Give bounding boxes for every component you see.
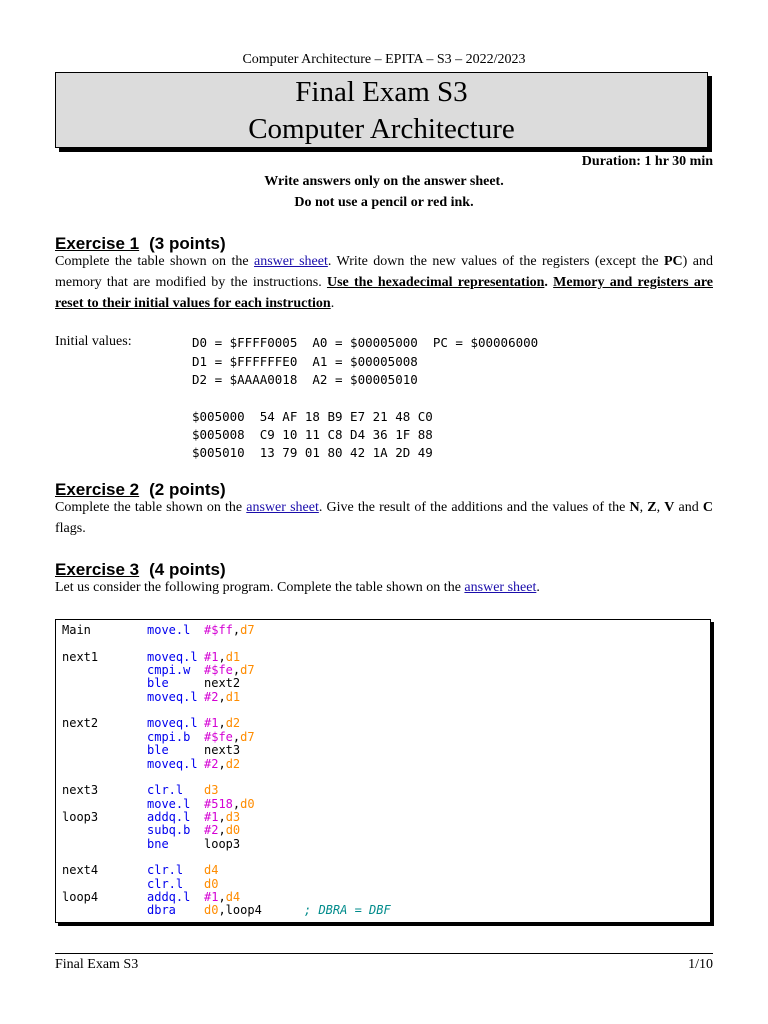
code-line — [56, 864, 710, 877]
text-span: . — [330, 296, 335, 311]
operand-imm: #2 — [204, 756, 219, 771]
operand-plain: , — [218, 890, 226, 904]
exercise-3-text — [55, 577, 713, 598]
code-operands — [204, 904, 262, 917]
memory-row: $005008 C9 10 11 C8 D4 36 1F 88 — [192, 427, 433, 442]
operand-reg: d7 — [240, 623, 255, 637]
code-opcode: clr.l — [147, 783, 184, 798]
exercise-1-points: (3 points) — [149, 234, 226, 253]
code-opcode: subq.b — [147, 823, 191, 838]
operand-plain: , — [232, 729, 241, 744]
text-span: Complete the table shown on the — [55, 500, 247, 515]
code-label: loop4 — [62, 890, 99, 904]
code-opcode: cmpi.w — [147, 663, 191, 678]
exercise-2-text — [55, 497, 713, 539]
operand-imm: #1 — [204, 809, 219, 824]
operand-imm: #1 — [204, 890, 219, 904]
exam-title: Final Exam S3 — [295, 76, 468, 108]
operand-plain: ,loop4 — [218, 903, 262, 918]
operand-reg: d3 — [204, 783, 219, 798]
code-line — [56, 798, 710, 811]
code-line — [56, 784, 710, 797]
exercise-3-points: (4 points) — [149, 560, 226, 579]
program-listing — [55, 619, 711, 923]
code-line — [56, 691, 710, 704]
text-span: . Give the result of the additions and the values of the — [318, 500, 630, 515]
code-opcode: ble — [147, 676, 169, 691]
operand-reg: d0 — [240, 796, 255, 811]
code-label: loop3 — [62, 809, 99, 824]
emphasis-reset: Memory and registers are reset to their initial values for each instruction — [55, 275, 713, 311]
code-operands — [204, 717, 240, 730]
operand-reg: d4 — [225, 890, 241, 904]
code-line — [56, 744, 710, 757]
duration: Duration: 1 hr 30 min — [581, 154, 713, 169]
memory-row: $005000 54 AF 18 B9 E7 21 48 C0 — [192, 409, 433, 424]
exam-subtitle: Computer Architecture — [248, 113, 515, 145]
code-line — [56, 637, 710, 650]
code-label: Main — [62, 623, 91, 637]
register-row: D2 = $AAAA0018 A2 = $00005010 — [192, 372, 418, 387]
page-number: 1/10 — [688, 957, 713, 972]
text-span: flags. — [55, 521, 86, 536]
operand-plain: , — [232, 663, 241, 678]
operand-plain: , — [218, 809, 226, 824]
operand-imm: #1 — [204, 649, 219, 664]
operand-imm: #1 — [204, 716, 219, 731]
operand-reg: d3 — [225, 809, 241, 824]
code-opcode: moveq.l — [147, 716, 198, 731]
exercise-2-number: Exercise 2 — [55, 480, 140, 499]
code-label: next4 — [62, 863, 99, 878]
code-operands — [204, 798, 255, 811]
code-opcode: move.l — [147, 623, 191, 637]
operand-reg: d0 — [204, 876, 219, 891]
code-operands — [204, 664, 255, 677]
code-opcode: addq.l — [147, 890, 191, 904]
operand-plain: , — [218, 716, 226, 731]
operand-plain: loop3 — [204, 836, 241, 851]
initial-values-label: Initial values: — [55, 334, 132, 349]
code-opcode: moveq.l — [147, 756, 198, 771]
operand-plain: next3 — [204, 743, 241, 758]
code-operands — [204, 691, 240, 704]
operand-plain: , — [218, 823, 226, 838]
code-line — [56, 771, 710, 784]
code-operands — [204, 731, 255, 744]
code-opcode: move.l — [147, 796, 191, 811]
text-span: , — [639, 500, 648, 515]
code-line — [56, 731, 710, 744]
operand-reg: d7 — [240, 663, 255, 678]
code-line — [56, 704, 710, 717]
code-opcode: ble — [147, 743, 169, 758]
flag-c: C — [702, 500, 714, 515]
code-operands — [204, 878, 218, 891]
code-operands — [204, 624, 255, 637]
code-line — [56, 878, 710, 891]
text-span: and — [674, 500, 703, 515]
code-operands — [204, 744, 240, 757]
exam-title-box — [55, 72, 708, 148]
operand-reg: d1 — [225, 649, 241, 664]
answer-sheet-link[interactable]: answer sheet — [464, 580, 537, 595]
answer-sheet-link[interactable]: answer sheet — [246, 500, 319, 515]
register-row: D0 = $FFFF0005 A0 = $00005000 PC = $00006000 — [192, 335, 539, 350]
emphasis-hex: Use the hexadecimal representation — [326, 275, 545, 290]
code-opcode: addq.l — [147, 809, 191, 824]
flag-n: N — [629, 500, 640, 515]
operand-reg: d2 — [225, 756, 241, 771]
operand-plain: , — [218, 689, 226, 704]
code-operands — [204, 677, 240, 690]
memory-row: $005010 13 79 01 80 42 1A 2D 49 — [192, 445, 433, 460]
code-operands — [204, 758, 240, 771]
text-span: ) and memory that are modified by the instructions. — [55, 254, 713, 290]
code-line — [56, 838, 710, 851]
code-operands — [204, 651, 240, 664]
flag-v: V — [664, 500, 675, 515]
exercise-1-text — [55, 251, 713, 314]
exercise-1-number: Exercise 1 — [55, 234, 140, 253]
operand-reg: d0 — [225, 823, 241, 838]
code-line — [56, 677, 710, 690]
operand-plain: , — [218, 756, 226, 771]
instruction-line-1: Write answers only on the answer sheet. — [264, 174, 504, 189]
text-span: . — [536, 580, 540, 595]
code-opcode: bne — [147, 836, 169, 851]
text-span: , — [656, 500, 661, 515]
operand-imm: #$fe — [204, 729, 233, 744]
code-line — [56, 717, 710, 730]
flag-z: Z — [647, 500, 657, 515]
code-operands — [204, 838, 240, 851]
operand-reg: d0 — [204, 903, 219, 918]
footer-rule — [55, 953, 713, 954]
operand-reg: d1 — [225, 689, 241, 704]
operand-reg: d7 — [240, 729, 255, 744]
operand-imm: #$fe — [204, 663, 233, 678]
exercise-2-points: (2 points) — [149, 480, 226, 499]
operand-plain: , — [218, 649, 226, 664]
code-line — [56, 904, 710, 917]
code-line — [56, 851, 710, 864]
register-row: D1 = $FFFFFFE0 A1 = $00005008 — [192, 354, 418, 369]
code-opcode: dbra — [147, 903, 176, 918]
code-operands — [204, 864, 218, 877]
code-line — [56, 891, 710, 904]
code-line — [56, 664, 710, 677]
course-header: Computer Architecture – EPITA – S3 – 2022/2023 — [242, 52, 526, 67]
instruction-line-2: Do not use a pencil or red ink. — [294, 195, 474, 210]
operand-plain: , — [232, 623, 241, 637]
code-label: next2 — [62, 716, 99, 731]
code-opcode: clr.l — [147, 863, 184, 878]
code-operands — [204, 824, 240, 837]
operand-imm: #2 — [204, 689, 219, 704]
text-span: . Write down the new values of the registers (except the — [327, 254, 664, 269]
code-label: next3 — [62, 783, 99, 798]
code-line — [56, 824, 710, 837]
code-operands — [204, 891, 240, 904]
code-opcode: moveq.l — [147, 649, 198, 664]
code-line — [56, 811, 710, 824]
footer-title: Final Exam S3 — [55, 957, 139, 972]
text-span: . — [544, 275, 554, 290]
pc-term: PC — [664, 254, 683, 269]
operand-reg: d4 — [204, 863, 219, 878]
operand-imm: #$ff — [204, 623, 233, 637]
operand-plain: , — [232, 796, 241, 811]
operand-plain: next2 — [204, 676, 241, 691]
code-operands — [204, 784, 218, 797]
code-label: next1 — [62, 649, 99, 664]
operand-imm: #518 — [204, 796, 233, 811]
code-comment: ; DBRA = DBF — [304, 903, 391, 918]
text-span: Complete the table shown on the — [55, 254, 255, 269]
exercise-3-number: Exercise 3 — [55, 560, 140, 579]
code-line — [56, 758, 710, 771]
code-opcode: cmpi.b — [147, 729, 191, 744]
text-span: Let us consider the following program. Complete the table shown on the — [55, 580, 465, 595]
code-opcode: clr.l — [147, 876, 184, 891]
code-line — [56, 624, 710, 637]
answer-sheet-link[interactable]: answer sheet — [254, 254, 328, 269]
code-line — [56, 651, 710, 664]
operand-imm: #2 — [204, 823, 219, 838]
code-opcode: moveq.l — [147, 689, 198, 704]
operand-reg: d2 — [225, 716, 241, 731]
code-operands — [204, 811, 240, 824]
